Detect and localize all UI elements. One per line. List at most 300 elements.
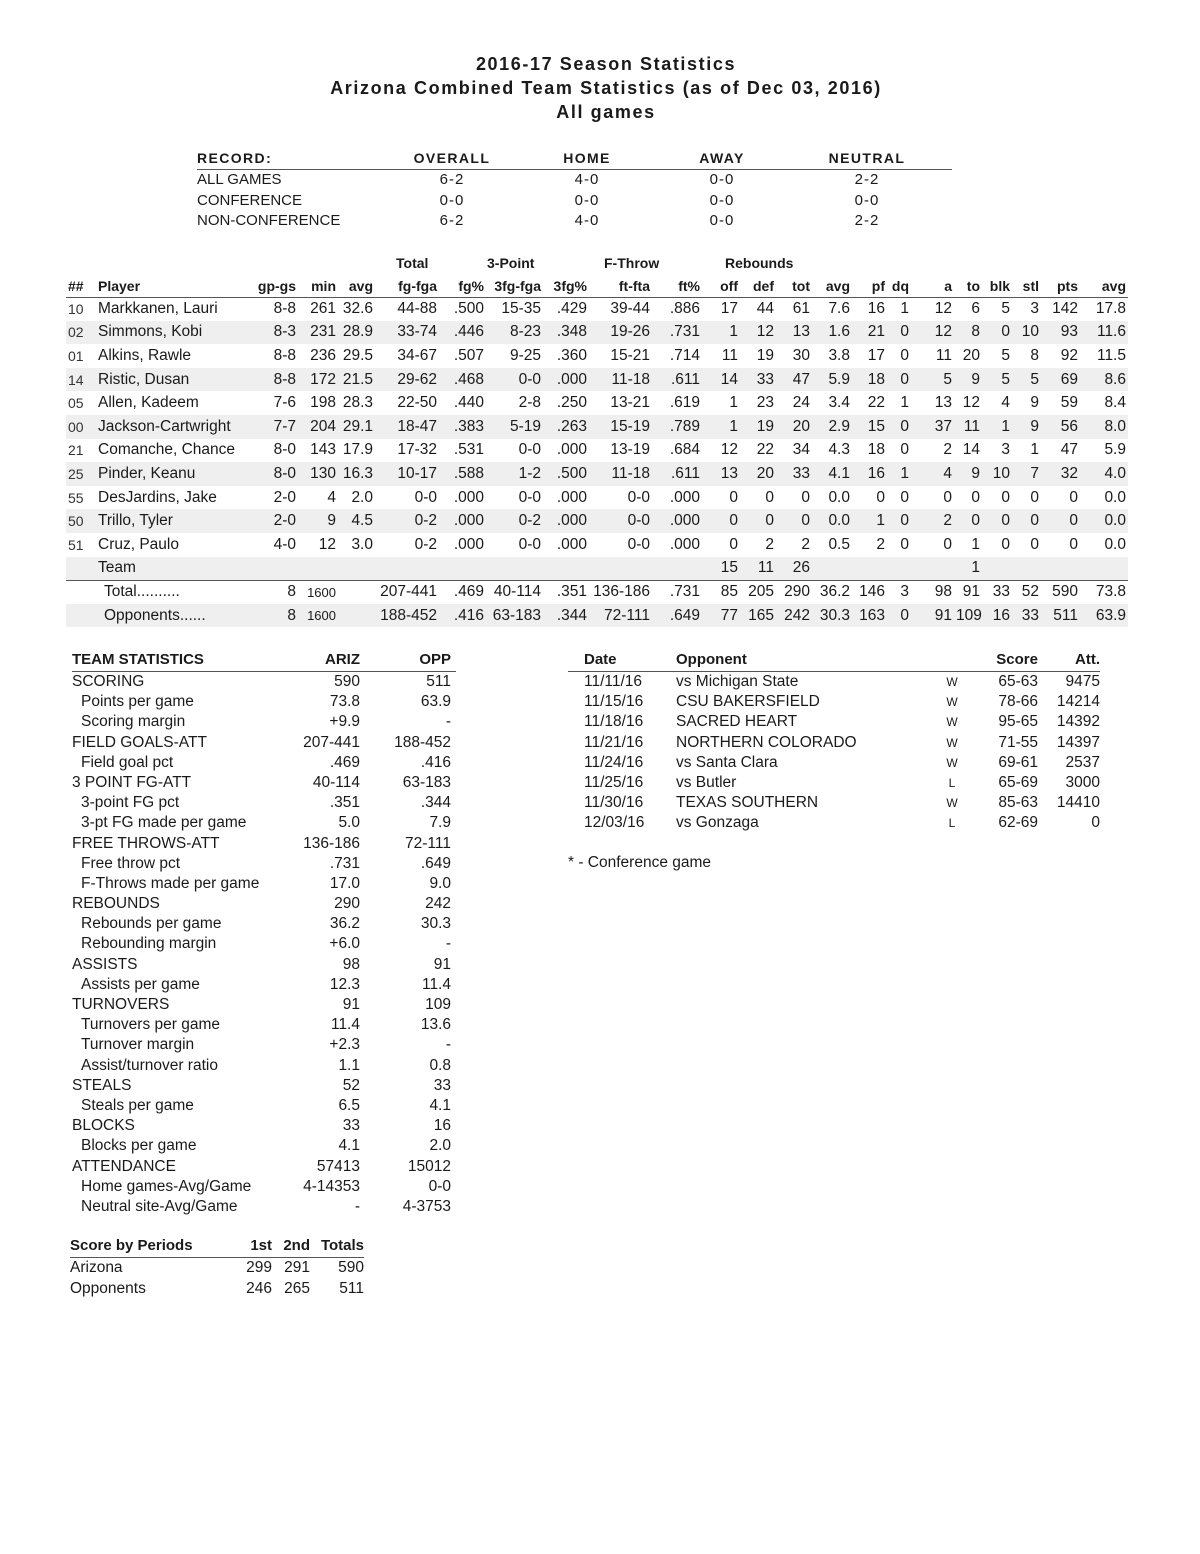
stat-cell: 11 <box>935 346 952 364</box>
game-attendance: 0 <box>1091 814 1100 832</box>
column-header: def <box>740 275 776 297</box>
title-scope: All games <box>556 102 656 122</box>
stat-cell: 11-18 <box>589 368 652 392</box>
stat-cell: 11 <box>721 346 738 364</box>
stat-cell: 8 <box>954 321 982 345</box>
stat-cell: 0 <box>982 321 1012 345</box>
stat-cell: 2-0 <box>273 488 296 506</box>
stat-cell: 10 <box>1012 321 1041 345</box>
column-header: pts <box>1041 275 1080 297</box>
team-stat-row <box>72 813 456 833</box>
header-label: TEAM STATISTICS <box>72 651 204 668</box>
column-header: 3fg-fga <box>486 275 543 297</box>
stat-cell: 2 <box>943 441 952 459</box>
stat-cell: 0 <box>1069 535 1078 553</box>
stat-cell: 1 <box>702 321 740 345</box>
stat-cell: 21.5 <box>338 368 375 392</box>
stat-cell: 8 <box>250 580 298 604</box>
team-stat-row <box>72 854 456 874</box>
stat-cell <box>911 557 954 581</box>
stat-cell: .000 <box>669 488 700 506</box>
stat-cell: 1600 <box>298 604 338 628</box>
stat-cell: 32.6 <box>342 300 373 318</box>
game-result: W <box>946 796 958 811</box>
stat-cell: 10 <box>68 301 84 318</box>
stat-ariz: 40-114 <box>312 773 360 791</box>
stat-cell: 15-35 <box>501 300 541 318</box>
stat-label: TURNOVERS <box>72 996 170 1013</box>
stat-cell: .619 <box>669 394 700 412</box>
stat-ariz: 33 <box>342 1117 360 1135</box>
stat-label: ASSISTS <box>72 955 138 973</box>
game-result: W <box>946 735 958 750</box>
stat-cell: 8-8 <box>273 346 296 364</box>
stat-cell: 17 <box>720 300 738 318</box>
stat-cell: 15-19 <box>589 415 652 439</box>
stat-cell: 8 <box>1030 346 1039 364</box>
stat-cell: 136-186 <box>589 580 652 604</box>
stat-opp: - <box>445 713 451 731</box>
stat-cell: 8.4 <box>1104 394 1126 412</box>
stat-cell: 50 <box>66 509 96 533</box>
stat-cell: 8-3 <box>250 321 298 345</box>
player-row <box>66 509 1128 533</box>
record-header-cell: AWAY <box>699 150 745 166</box>
stat-cell: 02 <box>66 321 96 345</box>
team-stat-row <box>72 1197 456 1217</box>
stat-cell: 9 <box>1012 415 1041 439</box>
stat-cell: 56 <box>1041 415 1080 439</box>
game-row <box>568 733 1100 753</box>
game-opponent: TEXAS SOUTHERN <box>676 794 819 812</box>
game-attendance: 3000 <box>1065 773 1100 791</box>
stat-cell: 3.4 <box>828 394 850 412</box>
stat-cell <box>338 580 375 604</box>
game-log-header <box>568 651 1100 672</box>
stat-cell: .263 <box>543 415 589 439</box>
stat-cell: .383 <box>439 415 486 439</box>
stat-cell: 12 <box>740 321 776 345</box>
game-date: 11/24/16 <box>584 753 644 771</box>
stat-cell: 12 <box>962 394 980 412</box>
stat-cell: 0 <box>876 488 885 506</box>
stat-ariz: 590 <box>334 673 360 690</box>
stat-cell: 93 <box>1041 321 1080 345</box>
stat-cell <box>375 557 439 581</box>
score-by-periods-table <box>70 1237 364 1299</box>
stat-cell: Opponents...... <box>96 604 250 628</box>
stat-cell: 29.5 <box>342 346 373 364</box>
stat-cell: 44-88 <box>397 300 437 318</box>
periods-cell: 291 <box>284 1259 310 1276</box>
stat-cell: 52 <box>1012 580 1041 604</box>
stat-cell: 204 <box>298 415 338 439</box>
stat-cell: 73.8 <box>1080 580 1128 604</box>
player-row <box>66 439 1128 463</box>
stat-cell: 2 <box>911 509 954 533</box>
game-attendance: 14410 <box>1056 794 1100 812</box>
record-cell: 0-0 <box>709 212 735 229</box>
periods-header-cell: 2nd <box>283 1237 310 1254</box>
stat-cell: 0 <box>943 535 952 553</box>
stat-ariz: 12.3 <box>329 975 360 993</box>
game-log-header-cell: Opponent <box>676 651 747 668</box>
stat-opp: 13.6 <box>420 1016 451 1034</box>
stat-cell: .500 <box>453 300 484 318</box>
stat-cell: 8-8 <box>273 300 296 318</box>
stat-cell: 242 <box>776 604 812 628</box>
stat-cell: .714 <box>669 346 700 364</box>
player-name: DesJardins, Jake <box>98 488 217 506</box>
stat-cell: 290 <box>776 580 812 604</box>
stat-cell: 143 <box>310 441 336 459</box>
team-stat-row <box>72 1136 456 1156</box>
stat-cell: 0 <box>887 604 911 628</box>
game-date: 11/30/16 <box>584 794 644 812</box>
stat-cell: 10-17 <box>375 462 439 486</box>
stat-cell: 55 <box>68 489 84 506</box>
stat-cell: 9 <box>1030 394 1039 412</box>
stat-cell: 1600 <box>298 580 338 604</box>
game-score: 65-69 <box>998 773 1038 791</box>
stat-cell: 24 <box>792 394 810 412</box>
stat-ariz: 17.0 <box>329 874 360 892</box>
record-table <box>197 150 952 232</box>
player-row <box>66 415 1128 439</box>
stat-cell: 0.5 <box>828 535 850 553</box>
game-row <box>568 773 1100 793</box>
stat-cell: 85 <box>702 580 740 604</box>
stat-cell: 16 <box>982 604 1012 628</box>
record-header-cell: OVERALL <box>413 150 491 166</box>
team-stat-row <box>72 934 456 954</box>
game-row <box>568 753 1100 773</box>
stat-cell: 1 <box>954 557 982 581</box>
stat-cell: Total.......... <box>96 580 250 604</box>
stat-cell: 11.6 <box>1080 321 1128 345</box>
column-header: ft-fta <box>589 275 652 297</box>
stat-opp: 188-452 <box>394 733 451 751</box>
stat-cell: 0-0 <box>627 535 650 553</box>
team-stat-row <box>72 712 456 732</box>
stat-cell: 18-47 <box>375 415 439 439</box>
stat-cell: 2.0 <box>351 488 373 506</box>
stat-cell: 92 <box>1060 346 1078 364</box>
record-cell: 6-2 <box>439 171 465 188</box>
stat-cell <box>439 557 486 581</box>
stat-cell: 13 <box>776 321 812 345</box>
stat-cell: 19 <box>756 346 774 364</box>
game-log-header-cell: Att. <box>1075 651 1100 668</box>
record-cell: 0-0 <box>709 171 735 188</box>
player-row <box>66 297 1128 321</box>
stat-cell: 8-23 <box>486 321 543 345</box>
record-cell: CONFERENCE <box>197 191 303 209</box>
stat-cell: 0-0 <box>518 535 541 553</box>
stat-opp: .344 <box>420 794 451 812</box>
stat-cell: 59 <box>1060 394 1078 412</box>
column-header: off <box>702 275 740 297</box>
stat-cell: .469 <box>439 580 486 604</box>
stat-cell: 33-74 <box>375 321 439 345</box>
stat-cell: 12 <box>911 321 954 345</box>
stat-opp: .416 <box>420 753 451 771</box>
stat-cell <box>66 580 96 604</box>
stat-label: Field goal pct <box>81 753 174 771</box>
stat-cell: 0 <box>887 368 911 392</box>
stat-cell <box>887 557 911 581</box>
stat-cell: 4 <box>911 462 954 486</box>
game-score: 69-61 <box>998 753 1038 771</box>
team-stat-row <box>72 773 456 793</box>
stat-cell: 3 <box>887 580 911 604</box>
record-row <box>197 191 952 212</box>
stat-cell: 0.0 <box>1080 509 1128 533</box>
team-stat-row <box>72 874 456 894</box>
stat-cell: 0 <box>971 488 980 506</box>
stat-cell: 25 <box>66 462 96 486</box>
game-row <box>568 672 1100 692</box>
stat-cell: 00 <box>66 415 96 439</box>
stat-label: Rebounding margin <box>81 935 217 953</box>
stat-cell: 3.8 <box>828 346 850 364</box>
player-name: Simmons, Kobi <box>96 321 250 345</box>
stat-cell: 11-18 <box>589 462 652 486</box>
stat-cell: 1 <box>900 300 909 318</box>
stat-cell: 3 <box>1030 300 1039 318</box>
stat-cell: 8-8 <box>250 368 298 392</box>
record-cell: 4-0 <box>574 171 600 188</box>
stat-cell <box>298 557 338 581</box>
stat-cell: 165 <box>740 604 776 628</box>
periods-cell: 246 <box>246 1279 272 1297</box>
stat-opp: 33 <box>433 1076 451 1094</box>
team-stat-row <box>72 733 456 753</box>
stat-cell: 20 <box>740 462 776 486</box>
stat-cell: 33 <box>740 368 776 392</box>
column-header: pf <box>852 275 887 297</box>
stat-cell: 11.5 <box>1096 346 1126 364</box>
stat-cell: 2 <box>765 535 774 553</box>
stat-cell: 0 <box>801 488 810 506</box>
stat-ariz: 6.5 <box>338 1096 360 1114</box>
stat-cell: 231 <box>298 321 338 345</box>
player-name: Comanche, Chance <box>98 441 235 459</box>
stat-label: Assist/turnover ratio <box>81 1056 218 1074</box>
player-name: Markkanen, Lauri <box>98 300 218 318</box>
stat-cell: 130 <box>298 462 338 486</box>
stat-cell: .000 <box>556 488 587 506</box>
stat-cell: 30.3 <box>812 604 852 628</box>
record-cell: 6-2 <box>439 212 465 229</box>
stat-label: Rebounds per game <box>81 915 222 933</box>
game-opponent: vs Gonzaga <box>676 814 759 832</box>
stat-cell: 4.0 <box>1080 462 1128 486</box>
stat-ariz: 73.8 <box>329 693 360 711</box>
periods-row <box>70 1258 364 1279</box>
stat-cell: 261 <box>310 300 336 318</box>
group-rebounds: Rebounds <box>725 255 794 271</box>
stat-cell: .000 <box>652 509 702 533</box>
stat-cell: 13 <box>934 394 952 412</box>
stat-ariz: 98 <box>342 955 360 973</box>
record-header-row <box>197 150 952 170</box>
stat-cell: 0 <box>1030 535 1039 553</box>
stat-cell: 0-0 <box>486 368 543 392</box>
stat-cell: 14 <box>962 441 980 459</box>
record-row <box>197 170 952 191</box>
stat-cell: 91 <box>911 604 954 628</box>
stat-cell: 21 <box>68 442 84 459</box>
team-stat-row <box>72 672 456 692</box>
stat-cell: 109 <box>954 604 982 628</box>
stat-cell: 9 <box>298 509 338 533</box>
record-cell: 0-0 <box>574 191 600 209</box>
stat-opp: 242 <box>425 895 451 913</box>
stat-cell <box>982 557 1012 581</box>
stat-label: STEALS <box>72 1076 132 1094</box>
stat-cell: 1 <box>702 415 740 439</box>
team-stat-row <box>72 1096 456 1116</box>
stat-label: FIELD GOALS-ATT <box>72 733 207 751</box>
stat-cell: 1 <box>887 462 911 486</box>
game-score: 78-66 <box>998 693 1038 711</box>
stat-cell: 17.9 <box>342 441 373 459</box>
stat-cell: 20 <box>776 415 812 439</box>
game-row <box>568 692 1100 712</box>
totals-row <box>66 580 1128 604</box>
game-result: W <box>946 715 958 730</box>
stat-label: FREE THROWS-ATT <box>72 834 220 852</box>
stat-ariz: - <box>354 1197 360 1215</box>
column-header: ## <box>66 275 96 297</box>
stat-cell: 4-0 <box>273 535 296 553</box>
group-free-throw: F-Throw <box>604 255 660 271</box>
stat-cell: .789 <box>652 415 702 439</box>
game-row <box>568 712 1100 732</box>
stat-cell: 5.9 <box>812 368 852 392</box>
column-header: avg <box>812 275 852 297</box>
report-title <box>0 52 1200 124</box>
stat-opp: 2.0 <box>429 1137 451 1155</box>
stat-opp: 15012 <box>407 1157 451 1175</box>
game-opponent: vs Butler <box>676 773 737 791</box>
periods-row <box>70 1279 364 1300</box>
stat-cell: 511 <box>1041 604 1080 628</box>
stat-cell <box>250 557 298 581</box>
stat-cell: 23 <box>756 394 774 412</box>
stat-cell: 4 <box>1001 394 1010 412</box>
stat-cell: .351 <box>543 580 589 604</box>
periods-header <box>70 1237 364 1258</box>
stat-cell: 9 <box>954 462 982 486</box>
stat-cell: 236 <box>310 346 336 364</box>
stat-cell: 8.6 <box>1080 368 1128 392</box>
stat-cell: 163 <box>852 604 887 628</box>
stat-ariz: 5.0 <box>338 814 360 832</box>
stat-cell: .000 <box>556 441 587 459</box>
stat-cell: 4.1 <box>812 462 852 486</box>
stat-cell <box>1041 557 1080 581</box>
player-name: Pinder, Keanu <box>96 462 250 486</box>
stat-cell: 2.9 <box>812 415 852 439</box>
stat-cell: .000 <box>453 488 484 506</box>
stat-cell: 8.0 <box>1080 415 1128 439</box>
stat-cell: 10 <box>982 462 1012 486</box>
column-header: 3fg% <box>543 275 589 297</box>
column-header: avg <box>338 275 375 297</box>
opponents-row <box>66 604 1128 628</box>
record-cell: 0-0 <box>709 191 735 209</box>
player-row <box>66 557 1128 581</box>
column-header: tot <box>776 275 812 297</box>
stat-cell: 39-44 <box>610 300 650 318</box>
stat-cell: 15 <box>702 557 740 581</box>
stat-ariz: 36.2 <box>329 915 360 933</box>
game-row <box>568 813 1100 833</box>
stat-cell: 11 <box>740 557 776 581</box>
stat-cell: .250 <box>556 394 587 412</box>
stat-label: SCORING <box>72 673 145 690</box>
stat-cell: 98 <box>911 580 954 604</box>
game-date: 11/15/16 <box>584 693 644 711</box>
stat-cell: 0.0 <box>828 488 850 506</box>
game-attendance: 14214 <box>1056 693 1100 711</box>
player-row <box>66 462 1128 486</box>
column-header: a <box>911 275 954 297</box>
stat-cell: 4.5 <box>338 509 375 533</box>
stat-cell: 8-0 <box>273 441 296 459</box>
team-stat-row <box>72 1076 456 1096</box>
periods-header-cell: 1st <box>250 1237 272 1254</box>
column-header: fg-fga <box>375 275 439 297</box>
player-name: Jackson-Cartwright <box>96 415 250 439</box>
game-opponent: SACRED HEART <box>676 713 798 731</box>
stat-cell: 0 <box>982 509 1012 533</box>
stat-cell: .000 <box>439 509 486 533</box>
stat-ariz: +6.0 <box>329 935 360 953</box>
game-score: 85-63 <box>998 794 1038 812</box>
player-name: Trillo, Tyler <box>96 509 250 533</box>
stat-cell: 0 <box>1001 488 1010 506</box>
periods-header-cell: Score by Periods <box>70 1237 193 1254</box>
header-opp: OPP <box>419 651 451 668</box>
stat-cell: 14 <box>702 368 740 392</box>
stat-cell: .344 <box>543 604 589 628</box>
stat-cell: 188-452 <box>375 604 439 628</box>
periods-cell: 299 <box>246 1259 272 1276</box>
stat-cell: 8 <box>250 604 298 628</box>
stat-label: 3-point FG pct <box>81 794 180 812</box>
stat-cell: 51 <box>68 536 84 553</box>
player-stats-table <box>66 252 1126 627</box>
game-date: 11/18/16 <box>584 713 644 731</box>
game-date: 11/11/16 <box>584 673 643 690</box>
stat-cell: 2 <box>801 535 810 553</box>
stat-opp: 4-3753 <box>402 1197 451 1215</box>
stat-cell: 0 <box>776 509 812 533</box>
column-header: fg% <box>439 275 486 297</box>
stat-cell: 21 <box>852 321 887 345</box>
game-score: 95-65 <box>998 713 1038 731</box>
stat-cell: 1 <box>900 394 909 412</box>
stat-cell: 1 <box>729 394 738 412</box>
stat-ariz: .351 <box>329 794 360 812</box>
column-header: gp-gs <box>250 275 298 297</box>
stat-cell: 0 <box>1041 509 1080 533</box>
stat-opp: 4.1 <box>429 1096 451 1114</box>
stat-cell <box>852 557 887 581</box>
